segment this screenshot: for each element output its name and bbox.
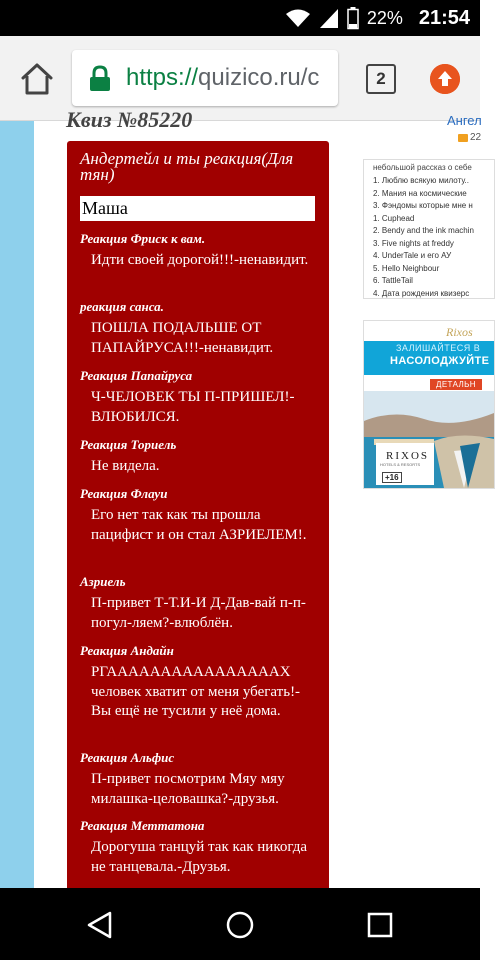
page-heading: Квиз №85220 <box>66 107 193 132</box>
lock-icon <box>88 66 112 92</box>
reaction-text: Дорогуша танцуй так как никогда не танцевала.-Друзья. <box>91 839 308 875</box>
reaction-label: Реакция Фриск к вам. <box>80 231 206 246</box>
clock: 21:54 <box>418 6 470 29</box>
reaction-text: Его нет так как ты прошла пацифист и он стал АЗРИЕЛЕМ!. <box>91 507 307 543</box>
reaction-item <box>80 231 320 271</box>
reaction-text: П-привет Т-Т.И-И Д-Дав-вай п-п-погул-ляем?-влюблён. <box>91 595 306 631</box>
reaction-item <box>80 574 320 633</box>
reaction-item <box>80 750 320 809</box>
related-item: 2. Bendy and the ink machin <box>373 226 474 235</box>
reaction-label: Реакция Флауи <box>80 486 168 501</box>
reaction-label: Реакция Ториель <box>80 437 177 452</box>
related-item: 1. Люблю всякую милоту.. <box>373 176 469 185</box>
reaction-label: Реакция Альфис <box>80 750 175 765</box>
reaction-item <box>80 643 320 722</box>
ad-line-1: ЗАЛИШАЙТЕСЯ В <box>396 343 481 353</box>
reaction-item <box>80 818 320 877</box>
left-stripe <box>0 121 34 888</box>
home-circle-icon[interactable] <box>225 910 255 940</box>
ad-logo-sub: HOTELS & RESORTS <box>380 462 421 467</box>
url-text <box>126 64 319 92</box>
reaction-item <box>80 486 320 545</box>
status-icons <box>285 0 470 36</box>
url-bar[interactable] <box>72 50 338 106</box>
ad-line-2: НАСОЛОДЖУЙТЕ <box>390 355 490 367</box>
reaction-label: Реакция Меттатона <box>80 818 205 833</box>
ad-cta-button[interactable]: ДЕТАЛЬН <box>430 379 482 390</box>
url-scheme: https:// <box>126 64 199 91</box>
battery-percent: 22% <box>366 7 403 28</box>
author-link[interactable]: Ангел <box>447 113 482 128</box>
url-domain: quizico.ru/c <box>198 64 320 91</box>
reaction-text: Ч-ЧЕЛОВЕК ТЫ П-ПРИШЕЛ!-ВЛЮБИЛСЯ. <box>91 389 295 425</box>
battery-icon <box>347 7 359 29</box>
related-item: 5. Hello Neighbour <box>373 263 440 273</box>
comments-icon <box>458 134 468 142</box>
related-item: 1. Cuphead <box>373 213 415 223</box>
tabs-icon[interactable] <box>366 64 396 94</box>
related-item: 2. Мания на космические <box>373 188 467 198</box>
reaction-item <box>80 368 320 427</box>
reaction-item <box>80 437 320 477</box>
related-header: небольшой рассказ о себе <box>373 163 472 172</box>
reaction-text: РГААААААААААААААААХ человек хватит от меня убегать!-Вы ещё не тусили у неё дома. <box>91 664 301 719</box>
reaction-label: реакция санса. <box>80 299 164 314</box>
related-list <box>364 175 494 300</box>
ad-age-rating: +16 <box>382 472 402 483</box>
recents-icon[interactable] <box>365 910 395 940</box>
quiz-result-card <box>67 141 329 901</box>
reaction-text: П-привет посмотрим Мяу мяу милашка-целовашка?-друзья. <box>91 771 285 807</box>
related-item: 4. UnderTale и его АУ <box>373 251 452 260</box>
comments-number: 22 <box>470 132 482 143</box>
tab-count: 2 <box>376 69 386 88</box>
page-content[interactable] <box>0 107 490 888</box>
cell-signal-icon <box>319 7 339 29</box>
ad-banner[interactable] <box>363 320 495 489</box>
related-quiz-preview[interactable] <box>363 159 495 299</box>
status-bar <box>0 0 480 36</box>
quiz-title: Андертейл и ты реакция(Для тян) <box>80 149 294 184</box>
ad-headline-band <box>364 341 494 375</box>
reaction-label: Азриель <box>80 574 126 589</box>
system-nav-bar <box>0 888 480 960</box>
ad-brand: Rixos <box>446 325 473 339</box>
comments-count <box>458 132 481 143</box>
ad-logo-box <box>376 443 434 485</box>
reaction-item <box>80 299 320 358</box>
home-icon[interactable] <box>18 60 56 98</box>
related-item: 4. Дата рождения квизерс <box>373 288 470 298</box>
reaction-text: Идти своей дорогой!!!-ненавидит. <box>91 252 309 268</box>
related-item: 6. TattleTail <box>373 276 413 285</box>
related-item: 3. Five nights at freddy <box>373 238 454 248</box>
ad-logo: RIXOS <box>386 450 430 462</box>
wifi-icon <box>285 8 311 28</box>
related-item: 3. Фэндомы которые мне н <box>373 201 473 210</box>
reaction-text: Не видела. <box>91 458 160 474</box>
reaction-label: Реакция Папайруса <box>80 368 193 383</box>
update-icon[interactable] <box>430 64 460 94</box>
reaction-text: ПОШЛА ПОДАЛЬШЕ ОТ ПАПАЙРУСА!!!-ненавидит. <box>91 320 274 356</box>
name-display: Маша <box>80 196 315 221</box>
reaction-label: Реакция Андайн <box>80 643 174 658</box>
back-icon[interactable] <box>85 910 115 940</box>
